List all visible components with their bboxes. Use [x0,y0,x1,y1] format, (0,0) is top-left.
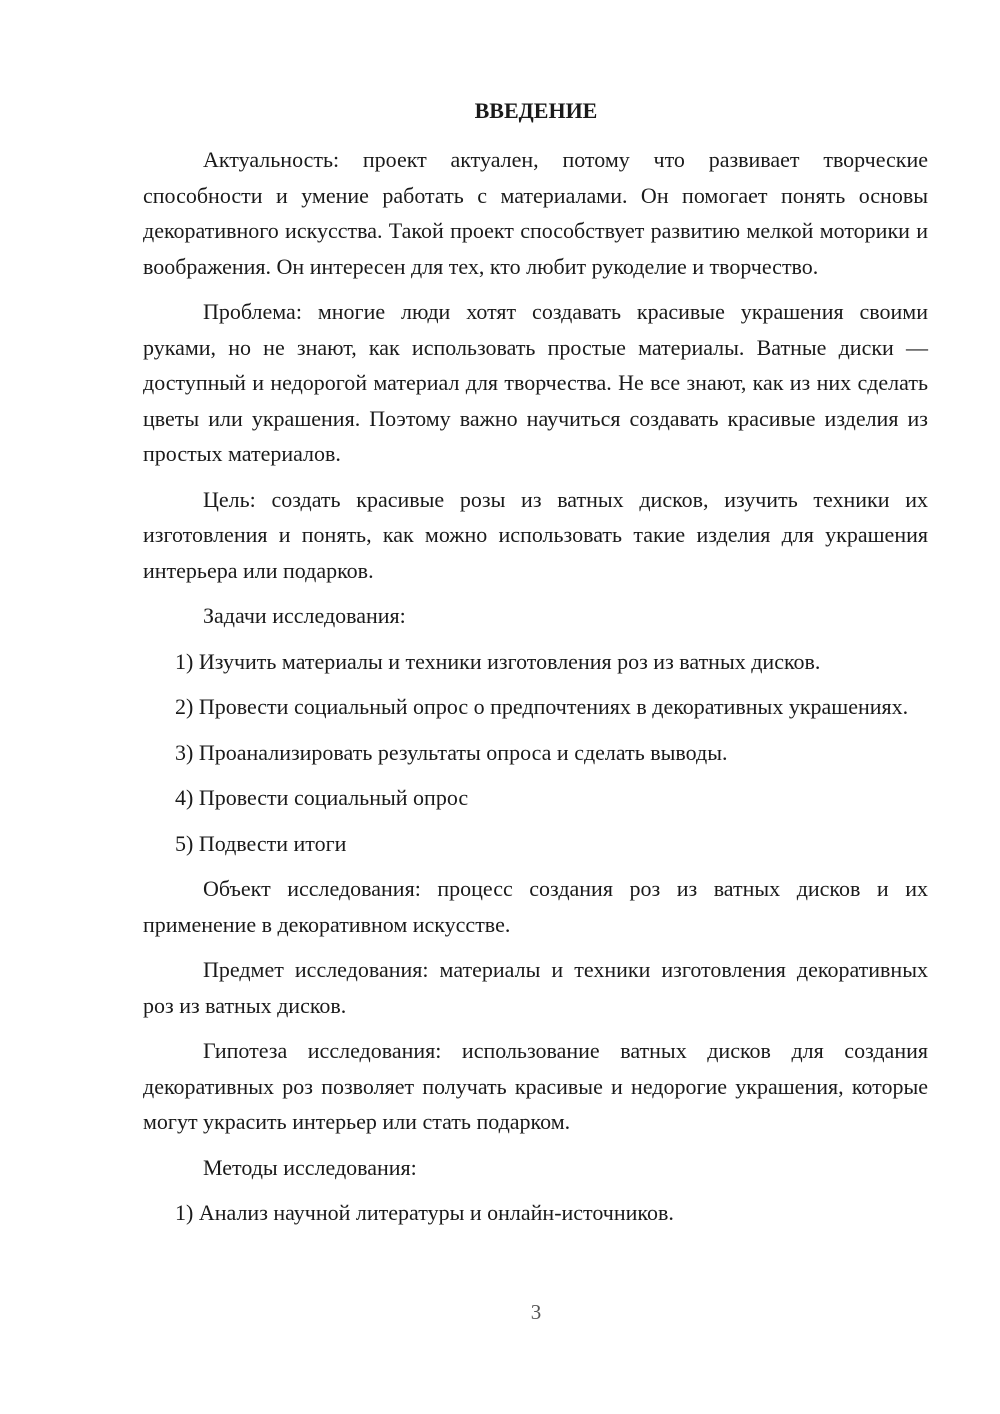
task-item-1: 1) Изучить материалы и техники изготовления роз из ватных дисков. [175,648,821,674]
methods-heading: Методы исследования: [203,1154,417,1180]
document-body [143,142,928,1241]
task-item-2: 2) Провести социальный опрос о предпочтениях в декоративных украшениях. [175,694,909,719]
paragraph-hypothesis: Гипотеза исследования: использование ватных дисков для создания декоративных роз позволяет получать красивые и недорогие украшения, которые могут украсить интерьер или стать подарком. [143,1038,928,1134]
paragraph-goal: Цель: создать красивые розы из ватных дисков, изучить техники их изготовления и понять, как можно использовать такие изделия для украшения интерьера или подарков. [143,486,928,583]
paragraph-relevance: Актуальность: проект актуален, потому что развивает творческие способности и умение работать с материалами. Он помогает понять основы декоративного искусства. Такой проект способствует развитию мелкой моторики и воображения. Он интересен для тех, кто любит рукоделие и творчество. [143,147,928,279]
task-item-4: 4) Провести социальный опрос [175,785,469,810]
paragraph-object: Объект исследования: процесс создания роз из ватных дисков и их применение в декоративном искусстве. [143,876,928,937]
paragraph-problem: Проблема: многие люди хотят создавать красивые украшения своими руками, но не знают, как использовать простые материалы. Ватные диски — доступный и недорогой материал для творчества. Не все знают, как из них сделать цветы или украшения. Поэтому важно научиться создавать красивые изделия из простых материалов. [143,299,928,466]
method-item-1: 1) Анализ научной литературы и онлайн-источников. [175,1200,674,1225]
page-number: 3 [530,1300,542,1324]
task-item-5: 5) Подвести итоги [175,830,347,856]
page-title: ВВЕДЕНИЕ [474,98,598,123]
tasks-heading: Задачи исследования: [203,603,406,628]
paragraph-subject: Предмет исследования: материалы и техники изготовления декоративных роз из ватных дисков. [143,957,928,1018]
task-item-3: 3) Проанализировать результаты опроса и сделать выводы. [175,739,728,765]
